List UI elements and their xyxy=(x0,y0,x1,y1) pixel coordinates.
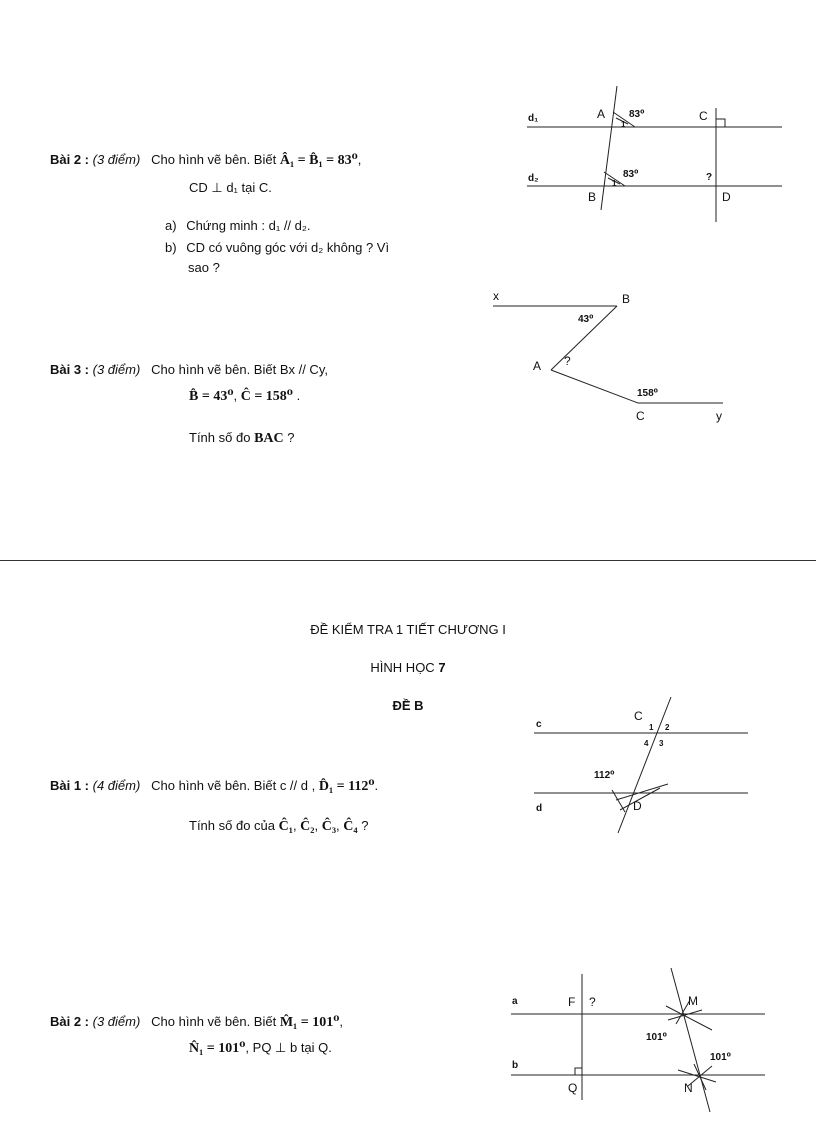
bai2-top-intro: Cho hình vẽ bên. Biết xyxy=(151,152,277,167)
label-d: D xyxy=(722,190,731,204)
bai1-line2: Tính số đo của Ĉ₁, Ĉ₂, Ĉ₃, Ĉ₄ ? xyxy=(189,818,369,834)
bai1-end: . xyxy=(374,778,379,793)
bai1-label: Bài 1 : xyxy=(50,778,90,793)
bai1-angle-3: Ĉ₃ xyxy=(321,819,337,834)
bai1-intro: Cho hình vẽ bên. Biết c // d , xyxy=(151,778,316,793)
bai3-intro: Cho hình vẽ bên. Biết Bx // Cy, xyxy=(151,362,328,377)
label-angle-c: 158⁰ xyxy=(637,388,659,399)
bai3-points: (3 điểm) xyxy=(92,362,141,377)
label-question: ? xyxy=(589,995,596,1009)
bai2-top-label: Bài 2 : xyxy=(50,152,90,167)
label-q: Q xyxy=(568,1081,578,1095)
label-n: N xyxy=(684,1081,693,1095)
bai3-line3-math: BAC xyxy=(254,431,284,446)
label-angle-a: 83⁰ xyxy=(629,109,645,120)
label-question: ? xyxy=(706,172,713,183)
bai1-angle-2: Ĉ₂ xyxy=(300,819,315,834)
bai1-math: D̂₁ = 112⁰ xyxy=(318,779,375,794)
label-d2: d₂ xyxy=(528,173,539,184)
label-m: M xyxy=(688,994,698,1008)
bai3-math2: Ĉ = 158⁰ xyxy=(240,389,293,404)
bai1-line2-post: ? xyxy=(361,818,369,833)
mark-a-1: 1 xyxy=(621,120,626,129)
label-c-line: c xyxy=(536,719,542,730)
bai2-top-math: Â₁ = B̂₁ = 83⁰ xyxy=(279,153,358,168)
bai2-bottom-line2-post: , PQ ⊥ b tại Q. xyxy=(245,1040,332,1055)
label-b: B xyxy=(622,292,631,306)
label-a-line: a xyxy=(512,996,518,1007)
bai3-label: Bài 3 : xyxy=(50,362,90,377)
bai3-line3-post: ? xyxy=(287,430,295,445)
bai2-bottom-math2: N̂₁ = 101⁰ xyxy=(189,1041,246,1056)
mark-b-1: 1 xyxy=(612,179,617,188)
bai3-math1: B̂ = 43⁰ xyxy=(189,389,234,404)
bai2-bottom-label: Bài 2 : xyxy=(50,1014,90,1029)
bai2-bottom-math1: M̂₁ = 101⁰ xyxy=(279,1015,340,1030)
label-d1: d₁ xyxy=(528,113,539,124)
bai2-bottom-intro: Cho hình vẽ bên. Biết xyxy=(151,1014,277,1029)
label-a: A xyxy=(597,107,606,121)
item-marker: b) xyxy=(165,240,177,255)
label-b: B xyxy=(588,190,597,204)
bai1-points: (4 điểm) xyxy=(92,778,141,793)
exam-variant: ĐỀ B xyxy=(392,698,424,713)
label-f: F xyxy=(568,995,576,1009)
bai1-angle-1: Ĉ₁ xyxy=(278,819,293,834)
item-marker: a) xyxy=(165,218,177,233)
label-angle-b: 83⁰ xyxy=(623,169,639,180)
bai2-top-points: (3 điểm) xyxy=(92,152,141,167)
label-d-line: d xyxy=(536,803,543,814)
label-b-line: b xyxy=(512,1060,519,1071)
bai2-top-comma: , xyxy=(357,152,362,167)
bai2-top-item-b-cont: sao ? xyxy=(188,260,220,275)
bai1-angle-4: Ĉ₄ xyxy=(343,819,358,834)
exam-subtitle-text: HÌNH HỌC xyxy=(370,660,435,675)
bai1-line2-pre: Tính số đo của xyxy=(189,818,275,833)
item-text: Chứng minh : d₁ // d₂. xyxy=(186,218,311,233)
label-point-c: C xyxy=(634,709,643,723)
label-angle-n: 101⁰ xyxy=(710,1052,732,1063)
bai3-sep: , xyxy=(233,388,238,403)
exam-title: ĐỀ KIỂM TRA 1 TIẾT CHƯƠNG I xyxy=(310,622,506,637)
label-n4: 4 xyxy=(644,739,649,748)
label-n2: 2 xyxy=(665,723,670,732)
bai2-bottom-points: (3 điểm) xyxy=(92,1014,141,1029)
exam-subtitle-number: 7 xyxy=(438,660,446,675)
item-text: CD có vuông góc với d₂ không ? Vì xyxy=(186,240,390,255)
label-y: y xyxy=(716,409,722,423)
label-angle-m: 101⁰ xyxy=(646,1032,668,1043)
label-n1: 1 xyxy=(649,723,654,732)
label-angle-b: 43⁰ xyxy=(578,314,594,325)
label-a: A xyxy=(533,359,542,373)
label-point-d: D xyxy=(633,799,642,813)
label-c: C xyxy=(636,409,645,423)
bai2-bottom-line1: Bài 2 : (3 điểm) Cho hình vẽ bên. Biết M̂₁ = 101⁰, xyxy=(50,1014,343,1030)
label-question: ? xyxy=(564,354,571,368)
bai2-top-line2: CD ⊥ d₁ tại C. xyxy=(189,180,272,195)
label-angle-d: 112⁰ xyxy=(594,770,615,781)
label-n3: 3 xyxy=(659,739,664,748)
label-c: C xyxy=(699,109,708,123)
label-x: x xyxy=(493,289,499,303)
bai3-line3-pre: Tính số đo xyxy=(189,430,251,445)
right-angle-mark-q xyxy=(575,1068,582,1075)
bai3-end: . xyxy=(296,388,301,403)
